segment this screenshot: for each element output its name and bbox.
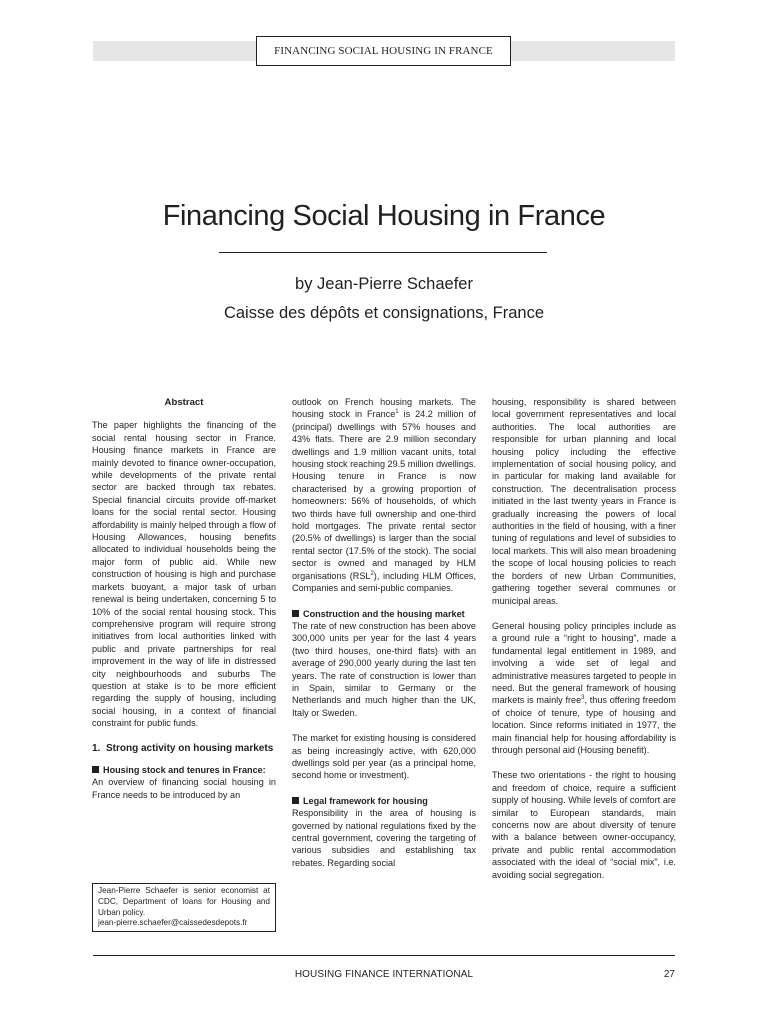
section-number: 1. — [92, 742, 101, 754]
column-1 — [92, 396, 276, 801]
author-note — [92, 883, 276, 932]
footnote-ref: 1 — [395, 409, 399, 416]
subsection-title: Housing stock and tenures in France: — [103, 765, 266, 776]
running-title: FINANCING SOCIAL HOUSING IN FRANCE — [274, 45, 493, 57]
article-byline: by Jean-Pierre Schaefer — [295, 275, 473, 293]
running-header — [256, 36, 511, 66]
footnote-ref: 2 — [370, 570, 374, 577]
paragraph — [292, 396, 476, 595]
author-bio: Jean-Pierre Schaefer is senior economist at CDC, Department of loans for Housing and Urban policy. — [98, 886, 270, 917]
section-heading — [92, 742, 276, 756]
text-run: General housing policy principles include as a ground rule a “right to housing”, made a fundamental legal entitlement in 1989, and involving a wide set of legal and administrative measures targeted to people in need. But the general framework of housing markets is mainly free — [492, 620, 676, 706]
text-run: , thus offering freedom of choice of tenure, type of housing and location. Since reforms initiated in 1977, the main financial help for housing affordability is through personal aid (Housing benefit). — [492, 695, 677, 755]
text-run: ), including HLM Offices, Companies and semi-public companies. — [292, 570, 477, 594]
page-number: 27 — [663, 969, 675, 980]
subsection-text: The rate of new construction has been above 300,000 units per year for the last 4 years (two third houses, one-third flats) with an average of 290,000 yearly during the last ten years. The rate of construction is lower than in Spain, similar to Germany or the Netherlands and much higher than the UK, Italy or Sweden. — [292, 620, 476, 718]
footnote-ref: 3 — [581, 695, 585, 702]
paragraph — [492, 620, 676, 756]
text-run: outlook on French housing markets. The housing stock in France — [292, 397, 476, 420]
text-run: is 24.2 million of (principal) dwellings with 57% houses and 43% flats. There are 2.9 million secondary dwellings and 1.9 million vacant units, total housing stock reaching 29.5 million dwellings. Housing tenure in France is now characterised by a growing proportion of homeowners: 56% of households, of which two thirds have full ownership and one-third hold mortgages. The private rental sector (20.5% of dwellings) is larger than the social rental sector (17.5% of the stock). The social sector is owned and managed by HLM organisations (RSL — [292, 409, 476, 581]
abstract-heading: Abstract — [164, 397, 204, 408]
subsection-text: An overview of financing social housing in France needs to be introduced by an — [92, 777, 276, 800]
subsection-title: Construction and the housing market — [303, 608, 465, 619]
subsection-housing-stock — [92, 764, 276, 801]
column-3 — [492, 396, 676, 881]
journal-name: HOUSING FINANCE INTERNATIONAL — [294, 969, 474, 980]
subsection-construction — [292, 608, 476, 720]
article-title: Financing Social Housing in France — [162, 200, 606, 232]
column-2 — [292, 396, 476, 869]
author-email: jean-pierre.schaefer@caissedesdepots.fr — [98, 918, 248, 928]
article-affiliation: Caisse des dépôts et consignations, France — [223, 304, 545, 322]
abstract-text: The paper highlights the financing of the social rental housing sector in France. Housing finance markets in France are mainly devoted to finance owner-occupation, while developments of the private rental sector are backed through tax rebates. Special financial circuits provide off-market loans for the social rental sector. Housing affordability is mainly helped through a flow of Housing Allowances, housing benefits allocated to individual households being the major form of public aid. While new construction of housing is high and purchase markets buoyant, a major task of urban renewal is being undertaken, concerning 5 to 10% of the social rental housing stock. This comprehensive program will require strong initiatives from local authorities linked with public and private partnerships for real improvement in the way of life in distressed city neighbourhoods and suburbs The question at stake is to be more efficient regarding the supply of housing, including social housing, in a context of financial constraint for public funds. — [92, 420, 276, 729]
subsection-title: Legal framework for housing — [303, 795, 428, 806]
square-bullet-icon — [292, 610, 299, 617]
subsection-text: Responsibility in the area of housing is governed by national regulations fixed by the central government, covering the targeting of various subsidies and establishing tax rebates. Regarding social — [292, 808, 476, 868]
square-bullet-icon — [292, 797, 299, 804]
section-title: Strong activity on housing markets — [106, 742, 274, 754]
subsection-legal — [292, 795, 476, 869]
paragraph: housing, responsibility is shared between local government representatives and local authorities. The local authorities are responsible for urban planning and local housing policy including the effective implementation of social housing policy, and in particular for making land available for construction. The decentralisation process initiated in the last twenty years in France is gradually increasing the powers of local authorities in the field of housing, with a finer tuning of regulations and level of subsidies to local markets. This will also mean broadening the scope of local housing policies to reach the borders of new Urban Communities, gathering together several communes or municipal areas. — [492, 397, 676, 606]
paragraph: The market for existing housing is considered as being increasingly active, with 620,000 dwellings sold per year (as a principal home, second home or investment). — [292, 733, 476, 781]
footer-divider — [93, 955, 675, 956]
square-bullet-icon — [92, 766, 99, 773]
paragraph: These two orientations - the right to housing and freedom of choice, require a sufficient supply of housing. While levels of comfort are similar to European standards, main concerns now are about diversity of tenure with a balance between owner-occupancy, private and public rental accommodation associated with the ideal of “social mix”, i.e. avoiding social segregation. — [492, 770, 676, 880]
title-divider — [219, 252, 547, 253]
